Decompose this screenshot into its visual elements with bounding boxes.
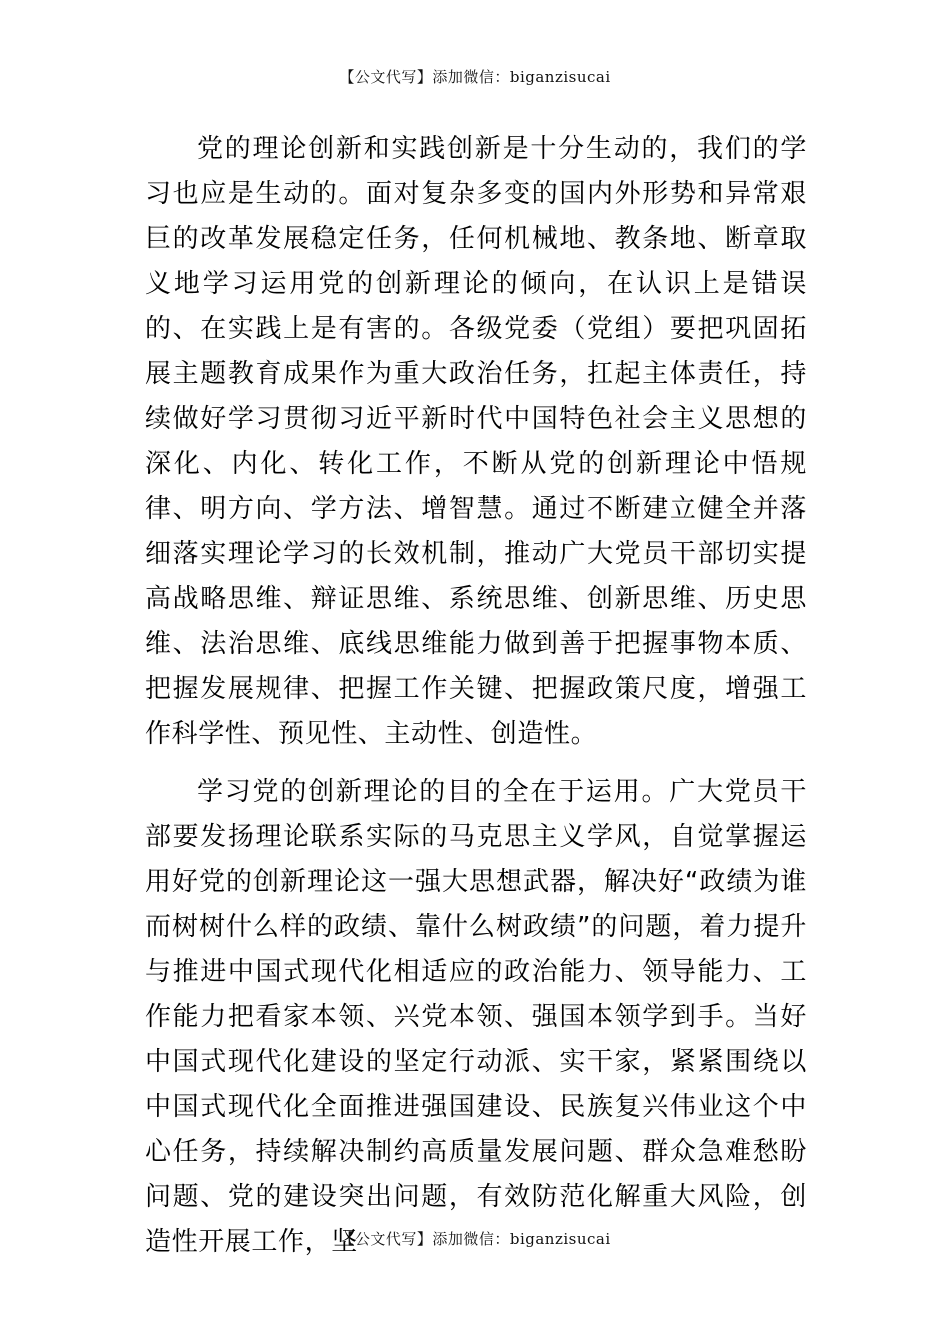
page-header-watermark: 【公文代写】添加微信：biganzisucai (339, 68, 611, 86)
page-footer-watermark: 【公文代写】添加微信：biganzisucai (339, 1230, 611, 1248)
paragraph-1: 党的理论创新和实践创新是十分生动的，我们的学习也应是生动的。面对复杂多变的国内外形势和异常艰巨的改革发展稳定任务，任何机械地、教条地、断章取义地学习运用党的创新理论的倾向，在认识上是错误的、在实践上是有害的。各级党委（党组）要把巩固拓展主题教育成果作为重大政治任务，扛起主体责任，持续做好学习贯彻习近平新时代中国特色社会主义思想的深化、内化、转化工作，不断从党的创新理论中悟规律、明方向、学方法、增智慧。通过不断建立健全并落细落实理论学习的长效机制，推动广大党员干部切实提高战略思维、辩证思维、系统思维、创新思维、历史思维、法治思维、底线思维能力做到善于把握事物本质、把握发展规律、把握工作关键、把握政策尺度，增强工作科学性、预见性、主动性、创造性。 (145, 134, 807, 749)
paragraph-2: 学习党的创新理论的目的全在于运用。广大党员干部要发扬理论联系实际的马克思主义学风，自觉掌握运用好党的创新理论这一强大思想武器，解决好“政绩为谁而树树什么样的政绩、靠什么树政绩”的问题，着力提升与推进中国式现代化相适应的政治能力、领导能力、工作能力把看家本领、兴党本领、强国本领学到手。当好中国式现代化建设的坚定行动派、实干家，紧紧围绕以中国式现代化全面推进强国建设、民族复兴伟业这个中心任务，持续解决制约高质量发展问题、群众急难愁盼问题、党的建设突出问题，有效防范化解重大风险，创造性开展工作，坚 (145, 777, 807, 1257)
document-body (145, 127, 807, 1265)
